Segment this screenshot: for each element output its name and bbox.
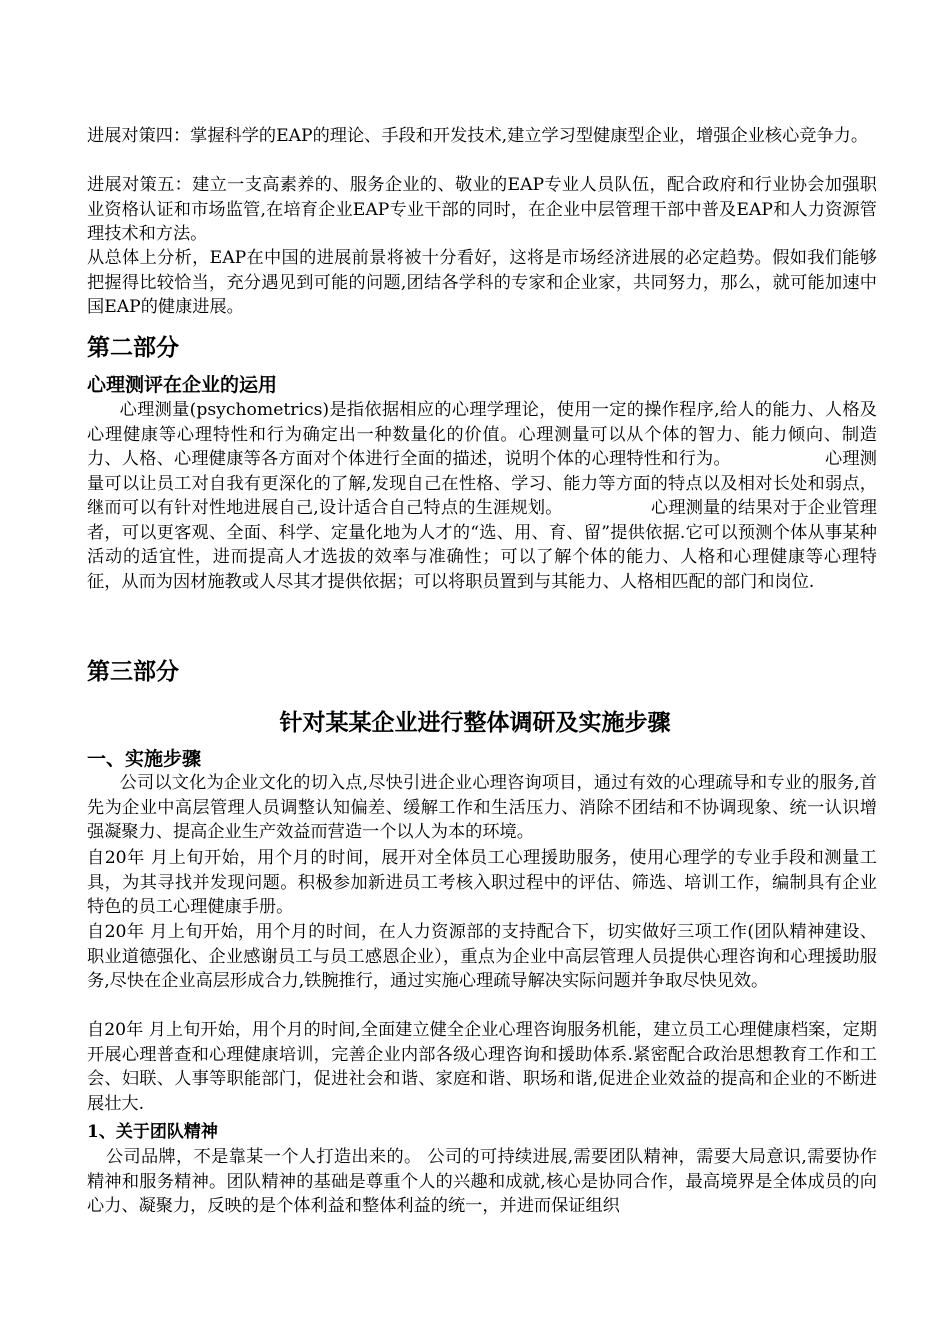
paragraph-countermeasure-4: 进展对策四：掌握科学的EAP的理论、手段和开发技术,建立学习型健康型企业，增强企业核心竞争力。 [87, 126, 869, 146]
part2-heading: 第二部分 [87, 334, 179, 361]
team-spirit-heading: 1、关于团队精神 [87, 1122, 218, 1142]
psychometrics-employee-text: 心理测量可以让员工对自我有更深化的了解,发现自己在性格、学习、能力等方面的特点以及相对长处和弱点，继而可以有针对性地进展自己,设计适合自己特点的生涯规划。 [87, 449, 877, 518]
paragraph-step-three: 自20年 月上旬开始，用个月的时间,全面建立健全企业心理咨询服务机能，建立员工心理健康档案，定期开展心理普查和心理健康培训，完善企业内部各级心理咨询和援助体系.紧密配合政治思想教育工作和工会、妇联、人事等职能部门，促进社会和谐、家庭和谐、职场和谐,促进企业效益的提高和企业的不断进展壮大. [87, 1020, 877, 1114]
paragraph-countermeasure-5: 进展对策五：建立一支高素养的、服务企业的、敬业的EAP专业人员队伍，配合政府和行业协会加强职业资格认证和市场监管,在培育企业EAP专业干部的同时，在企业中层管理干部中普及EAP和人力资源管理技术和方法。 [87, 175, 877, 244]
paragraph-overall-analysis: 从总体上分析，EAP在中国的进展前景将被十分看好，这将是市场经济进展的必定趋势。假如我们能够把握得比较恰当，充分遇见到可能的问题,团结各学科的专家和企业家，共同努力，那么，就可能加速中国EAP的健康进展。 [87, 248, 877, 317]
paragraph-company-culture: 公司以文化为企业文化的切入点,尽快引进企业心理咨询项目，通过有效的心理疏导和专业的服务,首先为企业中高层管理人员调整认知偏差、缓解工作和生活压力、消除不团结和不协调现象、统一认识增强凝聚力、提高企业生产效益而营造一个以人为本的环境。 [87, 773, 877, 842]
psychometrics-definition-text: 心理测量(psychometrics)是指依据相应的心理学理论，使用一定的操作程序,给人的能力、人格及心理健康等心理特性和行为确定出一种数量化的价值。心理测量可以从个体的智力、能力倾向、制造力、人格、心理健康等各方面对个体进行全面的描述，说明个体的心理特性和行为。 [87, 400, 877, 469]
implementation-steps-heading: 一、实施步骤 [87, 748, 202, 770]
part2-subheading: 心理测评在企业的运用 [87, 374, 278, 396]
paragraph-step-one: 自20年 月上旬开始，用个月的时间，展开对全体员工心理援助服务，使用心理学的专业手段和测量工具，为其寻找并发现问题。积极参加新进员工考核入职过程中的评估、筛选、培训工作，编制具有企业特色的员工心理健康手册。 [87, 848, 877, 917]
psychometrics-manager-text: 心理测量的结果对于企业管理者，可以更客观、全面、科学、定量化地为人才的“选、用、育、留”提供依据.它可以预测个体从事某种活动的适宜性，进而提高人才选拔的效率与准确性；可以了解个体的能力、人格和心理健康等心理特征，从而为因材施教或人尽其才提供依据；可以将职员置到与其能力、人格相匹配的部门和岗位. [87, 498, 877, 592]
paragraph-psychometrics [87, 398, 877, 594]
paragraph-step-two: 自20年 月上旬开始，用个月的时间，在人力资源部的支持配合下，切实做好三项工作(团队精神建设、职业道德强化、企业感谢员工与员工感恩企业），重点为企业中高层管理人员提供心理咨询和心理援助服务,尽快在企业高层形成合力,铁腕推行，通过实施心理疏导解决实际问题并争取尽快见效。 [87, 922, 877, 991]
paragraph-team-spirit: 公司品牌，不是靠某一个人打造出来的。 公司的可持续进展,需要团队精神，需要大局意识,需要协作精神和服务精神。团队精神的基础是尊重个人的兴趣和成就,核心是协同合作，最高境界是全体成员的向心力、凝聚力，反映的是个体利益和整体利益的统一，并进而保证组织 [87, 1147, 877, 1216]
part3-title: 针对某某企业进行整体调研及实施步骤 [279, 709, 671, 736]
part3-heading: 第三部分 [87, 658, 179, 685]
